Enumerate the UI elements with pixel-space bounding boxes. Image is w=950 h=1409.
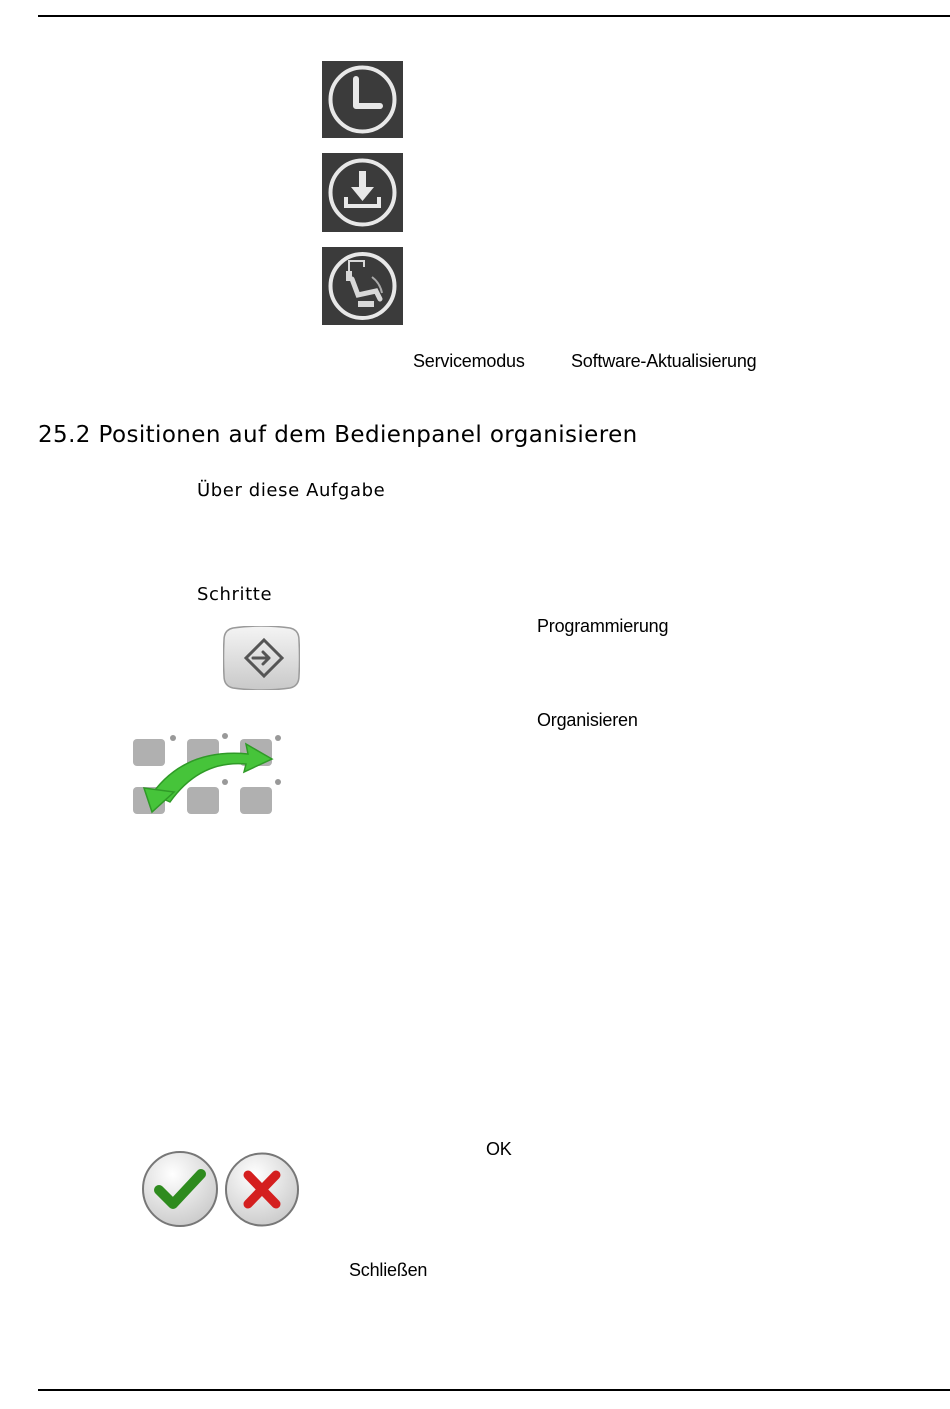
organize-icon[interactable] [130,732,285,817]
servicemodus-label: Servicemodus [413,351,525,371]
software-update-label: Software-Aktualisierung [571,351,757,371]
steps-heading: Schritte [197,584,273,605]
top-rule [38,15,950,17]
about-task-heading: Über diese Aufgabe [197,480,386,501]
bottom-rule [38,1389,950,1391]
ok-label: OK [486,1139,512,1159]
clock-icon[interactable] [322,61,403,138]
section-heading: 25.2 Positionen auf dem Bedienpanel organisieren [38,422,638,448]
programming-label: Programmierung [537,616,669,636]
confirm-button[interactable] [141,1150,219,1228]
organize-label: Organisieren [537,710,638,730]
close-label: Schließen [349,1260,428,1280]
cancel-button[interactable] [224,1151,300,1228]
download-icon[interactable] [322,153,403,232]
dental-chair-icon[interactable] [322,247,403,325]
programming-button[interactable] [223,626,300,690]
